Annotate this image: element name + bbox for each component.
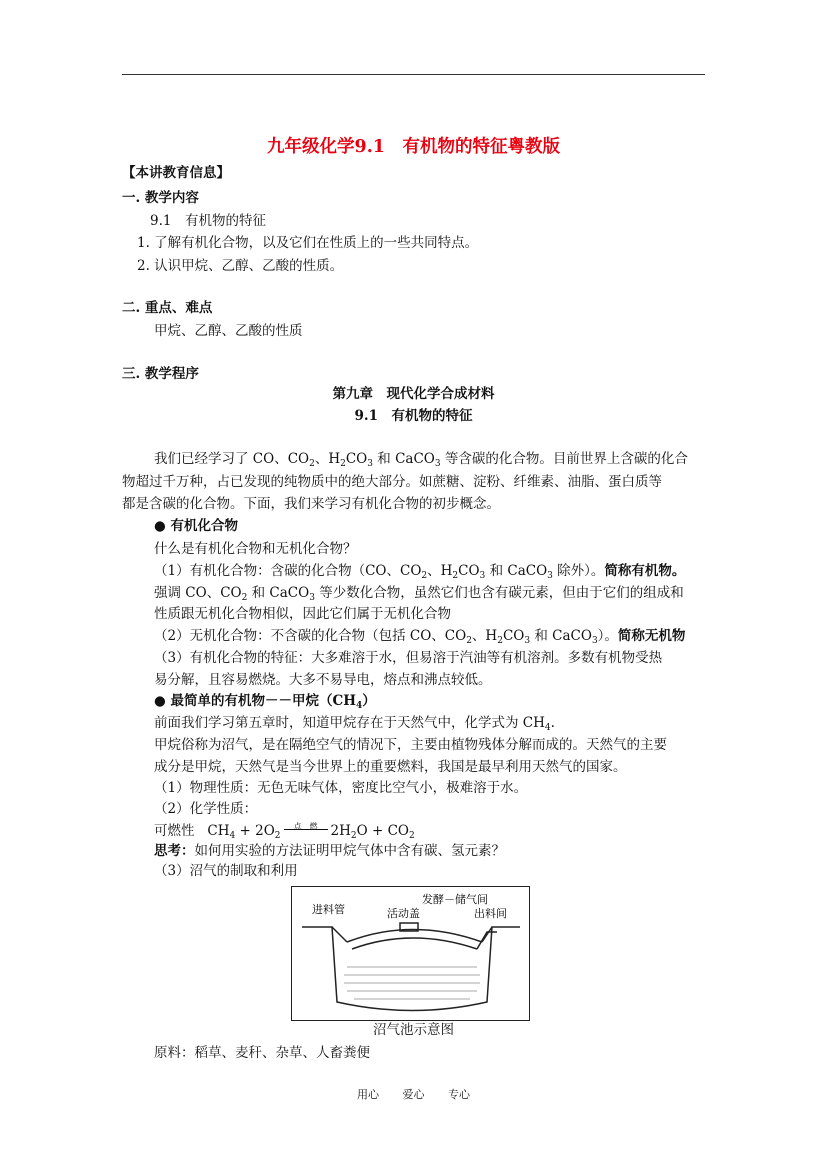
think-question: 思考：如何用实验的方法证明甲烷气体中含有碳、氢元素？	[154, 843, 505, 859]
objective-2: 2. 认识甲烷、乙醇、乙酸的性质。	[137, 258, 344, 274]
methane-line-2: 甲烷俗称为沼气，是在隔绝空气的情况下，主要由植物残体分解而成的。天然气的主要	[154, 737, 667, 753]
question-line: 什么是有机化合物和无机化合物？	[154, 541, 357, 557]
methane-line-1: 前面我们学习第五章时，知道甲烷存在于天然气中，化学式为 $CH_4$.	[154, 715, 555, 733]
biogas-diagram	[291, 886, 530, 1021]
section-title: 9.1 有机物的特征	[354, 408, 473, 424]
label-inlet: 进料管	[312, 903, 345, 916]
header-rule	[122, 74, 705, 75]
heading-key-points: 二. 重点、难点	[122, 300, 213, 316]
footer-3: 专心	[448, 1088, 470, 1101]
label-cover: 活动盖	[387, 907, 420, 920]
def-inorganic: （2）无机化合物：不含碳的化合物（包括 CO、$CO_2$、$H_2CO_3$ 和 CaCO$_3$）。简称无机物	[154, 628, 686, 646]
section-header: 【本讲教育信息】	[122, 165, 230, 181]
para-1-line-2: 物超过千万种，占已发现的纯物质中的绝大部分。如蔗糖、淀粉、纤维素、油脂、蛋白质等	[122, 474, 662, 490]
page-title: 九年级化学9.1 有机物的特征粤教版	[267, 137, 560, 157]
page-footer	[0, 1086, 827, 1102]
organic-features-2: 易分解，且容易燃烧。大多不易导电，熔点和沸点较低。	[154, 672, 492, 688]
biogas-heading: （3）沼气的制取和利用	[154, 863, 298, 879]
para-1-line-3: 都是含碳的化合物。下面，我们来学习有机化合物的初步概念。	[122, 496, 500, 512]
physical-properties: （1）物理性质：无色无味气体，密度比空气小，极难溶于水。	[154, 780, 528, 796]
figure-caption: 沼气池示意图	[373, 1022, 454, 1038]
combustion-equation: 可燃性 $CH_4 + 2O_2$点 燃 $2H_2O + CO_2$	[154, 822, 415, 842]
emphasis-line: 强调 CO、$CO_2$ 和 CaCO$_3$ 等少数化合物，虽然它们也含有碳元素，但由于它们的组成和	[154, 585, 684, 603]
def-organic: （1）有机化合物：含碳的化合物（CO、$CO_2$、$H_2CO_3$ 和 CaCO$_3$ 除外）。简称有机物。	[154, 563, 686, 581]
label-outlet: 出料间	[474, 907, 507, 920]
heading-procedure: 三. 教学程序	[122, 366, 199, 382]
organic-features: （3）有机化合物的特征：大多难溶于水，但易溶于汽油等有机溶剂。多数有机物受热	[154, 650, 663, 666]
biogas-pit-drawing	[292, 887, 529, 1020]
methane-line-3: 成分是甲烷，天然气是当今世界上的重要燃料，我国是最早利用天然气的国家。	[154, 759, 627, 775]
key-points-text: 甲烷、乙醇、乙酸的性质	[154, 323, 303, 339]
footer-1: 用心	[357, 1088, 379, 1101]
heading-content: 一. 教学内容	[122, 190, 199, 206]
bullet-methane: ● 最简单的有机物－－甲烷$(CH_4)$	[154, 693, 376, 711]
raw-materials: 原料：稻草、麦秆、杂草、人畜粪便	[154, 1045, 370, 1061]
footer-2: 爱心	[402, 1088, 425, 1101]
objective-1: 1. 了解有机化合物，以及它们在性质上的一些共同特点。	[137, 235, 479, 251]
para-1-line-1: 我们已经学习了 CO、$CO_2$、$H_2CO_3$ 和 CaCO$_3$ 等含碳的化合物。目前世界上含碳的化合	[154, 451, 688, 469]
sub-topic: 9.1 有机物的特征	[150, 213, 266, 229]
label-chamber: 发酵－储气间	[422, 893, 488, 906]
chapter-title: 第九章 现代化学合成材料	[332, 386, 495, 402]
chemical-properties: （2）化学性质：	[154, 801, 258, 817]
emphasis-line-2: 性质跟无机化合物相似，因此它们属于无机化合物	[154, 606, 451, 622]
bullet-organic: ● 有机化合物	[154, 518, 238, 534]
